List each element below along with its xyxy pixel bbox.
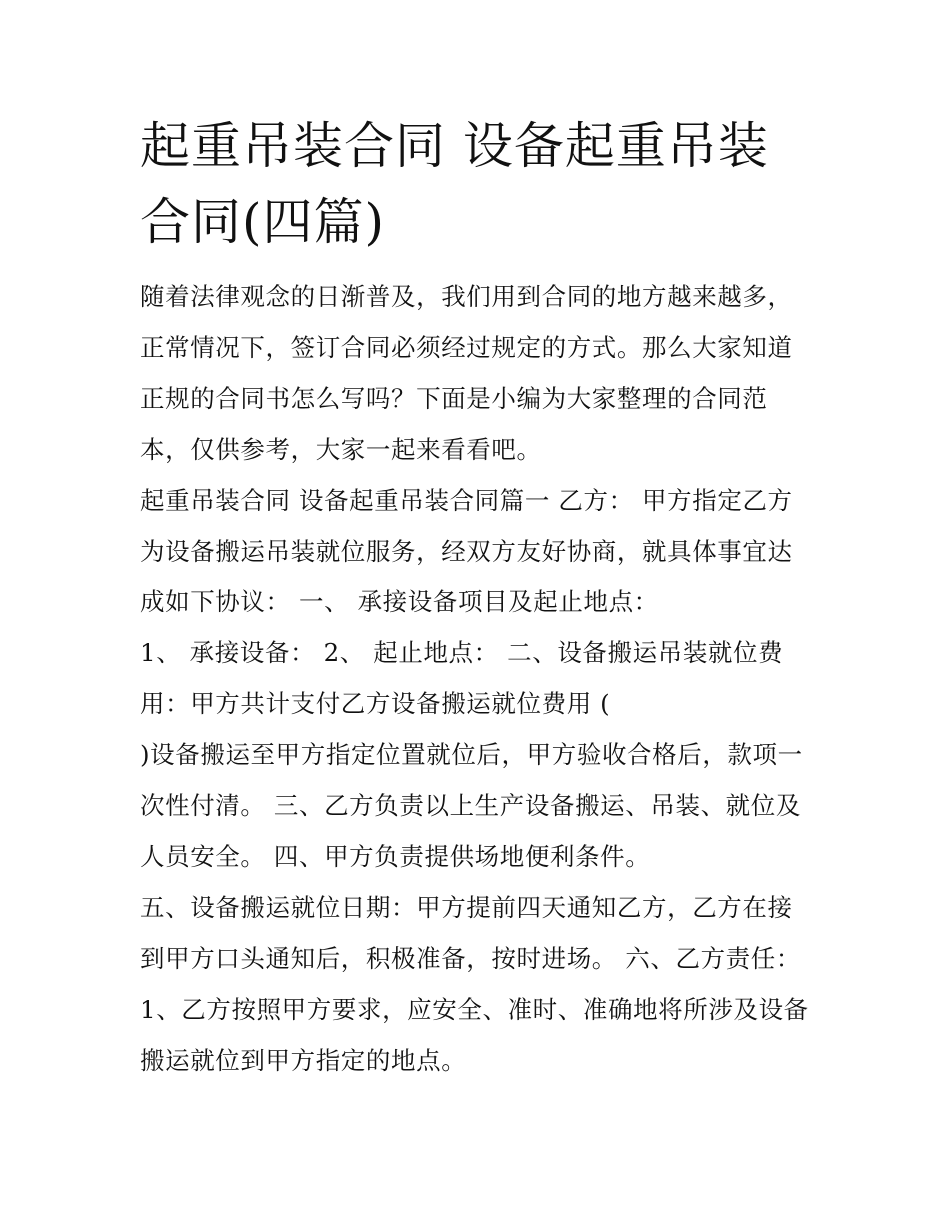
contract-paragraph-1: 起重吊装合同 设备起重吊装合同篇一 乙方： 甲方指定乙方为设备搬运吊装就位服务，经双方友好协商，就具体事宜达成如下协议： 一、 承接设备项目及起止地点： <box>140 485 793 617</box>
contract-paragraph-5: 1、乙方按照甲方要求，应安全、准时、准确地将所涉及设备搬运就位到甲方指定的地点。 <box>140 994 809 1075</box>
contract-paragraph-4: 五、设备搬运就位日期：甲方提前四天通知乙方，乙方在接到甲方口头通知后，积极准备，按时进场。 六、乙方责任： <box>140 892 801 973</box>
document-title: 起重吊装合同 设备起重吊装合同(四篇) <box>140 117 769 251</box>
contract-paragraph-3: )设备搬运至甲方指定位置就位后，甲方验收合格后，款项一次性付清。 三、乙方负责以上生产设备搬运、吊装、就位及人员安全。 四、甲方负责提供场地便利条件。 <box>140 740 803 871</box>
intro-paragraph: 随着法律观念的日渐普及，我们用到合同的地方越来越多，正常情况下，签订合同必须经过规定的方式。那么大家知道正规的合同书怎么写吗？下面是小编为大家整理的合同范本，仅供参考，大家一起来看看吧。 <box>140 282 793 464</box>
contract-paragraph-2: 1、 承接设备： 2、 起止地点： 二、设备搬运吊装就位费用：甲方共计支付乙方设备搬运就位费用 ( <box>140 638 784 719</box>
